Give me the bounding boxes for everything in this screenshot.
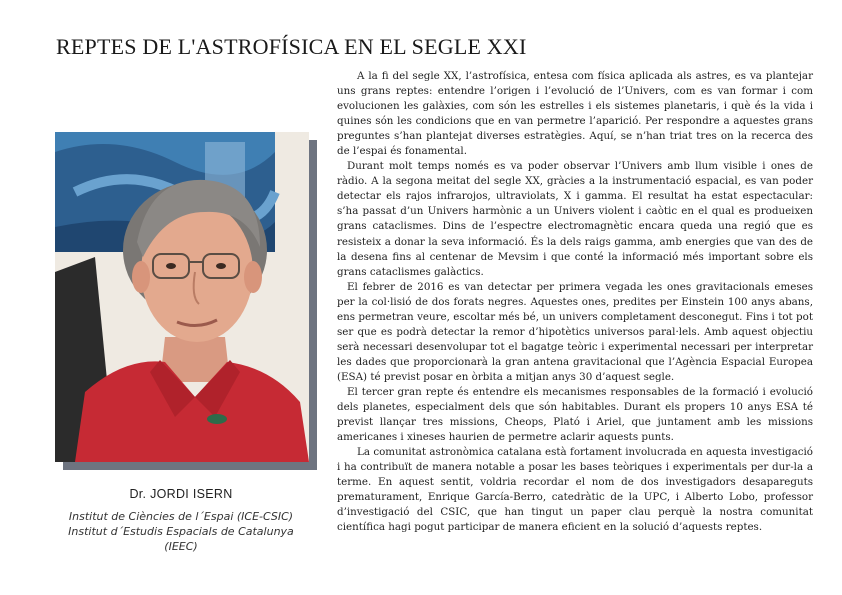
author-affiliation — [56, 509, 306, 554]
affiliation-line: Institut d´Estudis Espacials de Catalunya (IEEC) — [68, 525, 294, 553]
portrait-figure — [55, 132, 317, 470]
article-paragraph: El tercer gran repte és entendre els mecanismes responsables de la formació i evolució dels planetes, especialment dels que són habitables. Durant els propers 10 anys ESA té previst llançar tres missions, Cheops, Plató i Ariel, que juntament amb les missions americanes i xineses haurien de permetre aclarir aquests punts. — [337, 385, 813, 444]
portrait-photo — [55, 132, 309, 462]
photo-caption — [56, 487, 306, 554]
affiliation-line: Institut de Ciències de l´Espai (ICE-CSIC) — [68, 510, 294, 523]
article-paragraph: Durant molt temps només es va poder observar l’Univers amb llum visible i ones de ràdio. A la segona meitat del segle XX, gràcies a la instrumentació espacial, es van poder detectar els rajos infrarojos, ultraviolats, X i gamma. El resultat ha estat espectacular: s’ha passat d’un Univers harmònic a un Univers violent i caòtic en el qual es produeixen grans cataclismes. Dins de l’espectre electromagnètic encara queda una regió que es resisteix a donar la seva informació. És la dels raigs gamma, amb energies que van des de la desena fins al centenar de Mevsim i que conté la informació més important sobre els grans cataclismes galàctics. — [337, 160, 813, 278]
article-paragraph: A la fi del segle XX, l’astrofísica, entesa com física aplicada als astres, es va plantejar uns grans reptes: entendre l’origen i l’evolució de l’Univers, com es van formar i com evolucionen les galàxies, com són les estrelles i els sistemes planetaris, i què és la vida i quines són les condicions que en van permetre l’aparició. Per respondre a aquestes grans preguntes s’han plantejat diverses estratègies. Aquí, se n’han triat tres on la recerca des de l’espai és fonamental. — [337, 70, 813, 158]
article-paragraph: El febrer de 2016 es van detectar per primera vegada les ones gravitacionals emeses per la col·lisió de dos forats negres. Aquestes ones, predites per Einstein 100 anys abans, ens permetran veure, escoltar més bé, un univers completament desconegut. Fins i tot pot ser que es podrà detectar la remor d’hipotètics universos paral·lels. Amb aquest objectiu serà necessari desenvolupar tot el bagatge teòric i experimental necessari per interpretar les dades que proporcionarà la gran antena gravitacional que l’Agència Espacial Europea (ESA) té previst posar en òrbita a mitjan anys 30 d’aquest segle. — [337, 280, 813, 383]
article-body — [337, 69, 813, 535]
portrait-illustration — [55, 132, 309, 462]
page-title: REPTES DE L'ASTROFÍSICA EN EL SEGLE XXI — [56, 34, 527, 59]
author-name: Dr. JORDI ISERN — [129, 487, 233, 501]
article-paragraph: La comunitat astronòmica catalana està fortament involucrada en aquesta investigació i ha contribuït de manera notable a posar les bases teòriques i experimentals per dur-la a terme. En aquest sentit, voldria recordar el nom de dos investigadors desapareguts prematurament, Enrique García-Berro, catedràtic de la UPC, i Alberto Lobo, professor d’investigació del CSIC, que han tingut un paper clau perquè la nostra comunitat científica hagi pogut participar de manera eficient en la solució d’aquests reptes. — [337, 446, 813, 534]
